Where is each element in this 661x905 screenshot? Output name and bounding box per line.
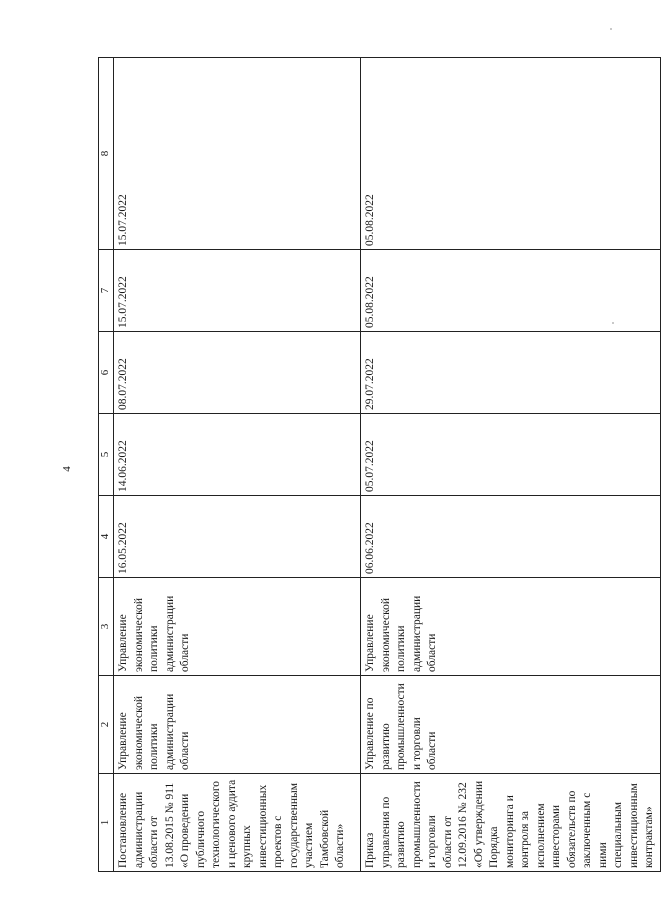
column-header: 6 <box>99 332 114 414</box>
responsible-cell: Управление экономической политики администрации области <box>361 578 661 676</box>
date-cell: 14.06.2022 <box>114 414 361 496</box>
table-rotated-content <box>98 58 655 872</box>
column-header: 7 <box>99 250 114 332</box>
developer-cell: Управление экономической политики администрации области <box>114 676 361 774</box>
date-cell: 05.08.2022 <box>361 250 661 332</box>
column-header: 1 <box>99 774 114 872</box>
date-cell: 05.08.2022 <box>361 58 661 250</box>
table-rotation-frame <box>98 58 655 872</box>
date-cell: 29.07.2022 <box>361 332 661 414</box>
column-header: 5 <box>99 414 114 496</box>
act-title-cell: Приказ управления по развитию промышленности и торговли области от 12.09.2016 № 232 «Об утверждении Порядка мониторинга и контроля за исполнением инвесторами обязательств по заключенным с ними специальным инвестиционным контрактам» <box>361 774 661 872</box>
date-cell: 15.07.2022 <box>114 250 361 332</box>
date-cell: 16.05.2022 <box>114 496 361 578</box>
regulatory-acts-table <box>98 57 661 872</box>
scan-speck <box>610 28 612 30</box>
column-header: 2 <box>99 676 114 774</box>
responsible-cell: Управление экономической политики администрации области <box>114 578 361 676</box>
date-cell: 08.07.2022 <box>114 332 361 414</box>
column-header: 4 <box>99 496 114 578</box>
table-row <box>361 58 661 872</box>
date-cell: 06.06.2022 <box>361 496 661 578</box>
table-row <box>114 58 361 872</box>
developer-cell: Управление по развитию промышленности и торговли области <box>361 676 661 774</box>
table-header-row <box>99 58 114 872</box>
act-title-cell: Постановление администрации области от 13.08.2015 № 911 «О проведении публичного технологического и ценового аудита крупных инвестиционных проектов с государственным участием Тамбовской области» <box>114 774 361 872</box>
column-header: 3 <box>99 578 114 676</box>
date-cell: 05.07.2022 <box>361 414 661 496</box>
column-header: 8 <box>99 58 114 250</box>
page-number: 4 <box>61 466 73 472</box>
date-cell: 15.07.2022 <box>114 58 361 250</box>
